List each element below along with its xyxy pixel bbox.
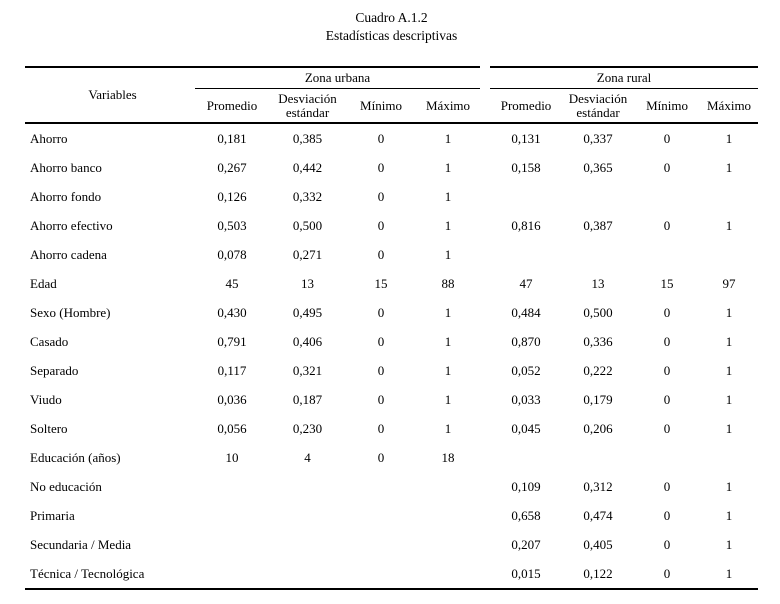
table-body	[25, 123, 758, 589]
table-row	[25, 530, 758, 559]
urban-value-cell: 0	[377, 420, 385, 436]
rural-value-cell	[562, 240, 634, 269]
urban-value-cell: 0,503	[217, 217, 247, 233]
row-gap	[480, 298, 490, 327]
rural-value-cell: 0,312	[583, 478, 613, 494]
urban-value-cell: 88	[441, 275, 455, 291]
urban-value-cell	[269, 501, 346, 530]
rural-value-cell: 0	[663, 478, 671, 494]
table-row	[25, 123, 758, 153]
urban-value-cell: 0	[377, 188, 385, 204]
rural-value-cell: 0,131	[511, 130, 541, 146]
urban-value-cell: 0,385	[292, 130, 323, 146]
urban-value-cell: 1	[444, 420, 452, 436]
row-gap	[480, 443, 490, 472]
urban-value-cell: 0,430	[217, 304, 247, 320]
variable-label: No educación	[30, 478, 102, 494]
rural-value-cell: 0,474	[583, 507, 613, 523]
rural-value-cell: 0,015	[490, 559, 562, 589]
urban-value-cell: 0	[377, 449, 385, 465]
rural-value-cell: 0,500	[583, 304, 613, 320]
rural-value-cell	[700, 443, 758, 472]
rural-value-cell: 1	[725, 420, 733, 436]
row-gap	[480, 414, 490, 443]
rural-value-cell: 0	[663, 420, 671, 436]
rural-value-cell: 0	[663, 507, 671, 523]
urban-value-cell	[269, 559, 346, 589]
table-row	[25, 153, 758, 182]
group-header-row	[25, 67, 758, 89]
table-row	[25, 356, 758, 385]
urban-value-cell: 0	[377, 362, 385, 378]
urban-maximo-header: Máximo	[416, 89, 480, 124]
variables-header: Variables	[25, 67, 195, 123]
rural-value-cell: 0,033	[511, 391, 541, 407]
urban-value-cell: 0,036	[217, 391, 247, 407]
rural-value-cell: 0,337	[583, 130, 613, 146]
rural-value-cell: 1	[725, 130, 733, 146]
urban-value-cell: 0	[377, 217, 385, 233]
table-row	[25, 211, 758, 240]
urban-value-cell: 0	[377, 130, 385, 146]
urban-value-cell: 4	[304, 449, 311, 465]
row-gap	[480, 559, 490, 589]
rural-value-cell: 0,365	[583, 159, 613, 175]
urban-value-cell: 0,181	[217, 130, 247, 146]
rural-value-cell: 0,206	[583, 420, 613, 436]
row-gap	[480, 240, 490, 269]
rural-value-cell: 47	[519, 275, 533, 291]
urban-value-cell	[195, 530, 269, 559]
urban-value-cell: 0,791	[217, 333, 247, 349]
table-row	[25, 501, 758, 530]
urban-value-cell: 1	[444, 188, 452, 204]
urban-value-cell: 1	[444, 217, 452, 233]
variable-label: Ahorro banco	[30, 159, 102, 175]
urban-value-cell: 0,500	[292, 217, 323, 233]
group-gap	[480, 67, 490, 89]
rural-value-cell: 1	[725, 507, 733, 523]
urban-value-cell: 1	[444, 130, 452, 146]
rural-value-cell: 0	[663, 536, 671, 552]
urban-value-cell: 18	[441, 449, 455, 465]
rural-value-cell: 97	[722, 275, 736, 291]
urban-value-cell	[195, 559, 269, 589]
variable-label: Secundaria / Media	[30, 536, 132, 552]
urban-value-cell	[346, 501, 416, 530]
urban-value-cell	[269, 472, 346, 501]
row-gap	[480, 153, 490, 182]
row-gap	[480, 472, 490, 501]
rural-value-cell: 15	[660, 275, 674, 291]
rural-value-cell	[634, 443, 700, 472]
urban-value-cell: 10	[225, 449, 239, 465]
urban-value-cell	[416, 559, 480, 589]
rural-value-cell: 0,405	[583, 536, 613, 552]
variable-label: Primaria	[30, 507, 75, 523]
rural-value-cell: 0,207	[511, 536, 541, 552]
urban-value-cell: 0,126	[217, 188, 247, 204]
rural-value-cell: 0,179	[583, 391, 613, 407]
urban-value-cell: 0,406	[292, 333, 323, 349]
variable-label: Separado	[30, 362, 79, 378]
rural-value-cell: 0,052	[511, 362, 541, 378]
variable-label: Educación (años)	[30, 449, 121, 465]
descriptive-statistics-table	[25, 66, 758, 590]
table-row	[25, 182, 758, 211]
stat-header-gap	[480, 89, 490, 124]
urban-value-cell: 0,230	[292, 420, 323, 436]
urban-value-cell: 1	[444, 333, 452, 349]
rural-value-cell	[490, 443, 562, 472]
urban-value-cell	[269, 530, 346, 559]
urban-value-cell: 0,271	[292, 246, 323, 262]
urban-value-cell: 0	[377, 246, 385, 262]
variable-label: Ahorro fondo	[30, 188, 102, 204]
urban-desviacion-header: Desviación estándar	[269, 89, 346, 124]
row-gap	[480, 269, 490, 298]
variable-label: Ahorro efectivo	[30, 217, 113, 233]
urban-value-cell: 0,442	[292, 159, 323, 175]
rural-value-cell: 0	[663, 130, 671, 146]
variable-label: Casado	[30, 333, 69, 349]
variable-label: Ahorro	[30, 130, 68, 146]
row-gap	[480, 182, 490, 211]
rural-value-cell: 1	[725, 333, 733, 349]
urban-promedio-header: Promedio	[195, 89, 269, 124]
rural-value-cell: 1	[725, 159, 733, 175]
caption-line1: Cuadro A.1.2	[355, 10, 428, 25]
caption-line2: Estadísticas descriptivas	[325, 28, 458, 43]
variable-label: Sexo (Hombre)	[30, 304, 111, 320]
table-caption	[25, 9, 758, 45]
urban-value-cell	[416, 530, 480, 559]
rural-value-cell	[700, 240, 758, 269]
rural-value-cell	[700, 182, 758, 211]
row-gap	[480, 385, 490, 414]
rural-value-cell	[490, 182, 562, 211]
rural-value-cell: 0,870	[511, 333, 541, 349]
urban-value-cell: 0	[377, 333, 385, 349]
rural-value-cell: 0,122	[562, 559, 634, 589]
row-gap	[480, 530, 490, 559]
row-gap	[480, 356, 490, 385]
variable-label: Técnica / Tecnológica	[25, 559, 195, 589]
urban-value-cell: 45	[225, 275, 239, 291]
rural-value-cell: 0,045	[511, 420, 541, 436]
rural-value-cell	[562, 443, 634, 472]
row-gap	[480, 501, 490, 530]
urban-value-cell: 15	[374, 275, 388, 291]
rural-value-cell: 1	[725, 362, 733, 378]
rural-desviacion-header: Desviación estándar	[562, 89, 634, 124]
urban-value-cell: 0,117	[217, 362, 247, 378]
urban-minimo-header: Mínimo	[346, 89, 416, 124]
urban-value-cell: 0,078	[217, 246, 247, 262]
urban-value-cell: 0,495	[292, 304, 323, 320]
urban-value-cell	[416, 501, 480, 530]
row-gap	[480, 327, 490, 356]
urban-value-cell: 0,056	[217, 420, 247, 436]
rural-value-cell: 0	[634, 559, 700, 589]
urban-value-cell: 0	[377, 159, 385, 175]
row-gap	[480, 123, 490, 153]
table-row	[25, 240, 758, 269]
urban-value-cell: 1	[444, 362, 452, 378]
urban-value-cell: 13	[301, 275, 314, 291]
urban-value-cell: 1	[444, 391, 452, 407]
row-gap	[480, 211, 490, 240]
urban-value-cell	[346, 530, 416, 559]
rural-value-cell	[490, 240, 562, 269]
table-row	[25, 559, 758, 589]
urban-value-cell: 0,321	[292, 362, 323, 378]
rural-value-cell: 1	[725, 391, 733, 407]
rural-value-cell: 0,658	[511, 507, 541, 523]
urban-value-cell: 0	[377, 304, 385, 320]
urban-value-cell: 0	[377, 391, 385, 407]
urban-value-cell	[346, 559, 416, 589]
rural-value-cell: 13	[591, 275, 605, 291]
rural-value-cell: 0,484	[511, 304, 541, 320]
urban-value-cell	[346, 472, 416, 501]
urban-value-cell: 0,187	[292, 391, 323, 407]
urban-value-cell	[195, 472, 269, 501]
table-row	[25, 298, 758, 327]
table-row	[25, 327, 758, 356]
table-row	[25, 443, 758, 472]
rural-value-cell: 1	[725, 217, 733, 233]
rural-promedio-header: Promedio	[490, 89, 562, 124]
rural-value-cell: 0	[663, 391, 671, 407]
zona-urbana-header: Zona urbana	[195, 67, 480, 89]
variable-label: Ahorro cadena	[30, 246, 107, 262]
variable-label: Soltero	[30, 420, 68, 436]
rural-value-cell: 0,816	[511, 217, 541, 233]
urban-value-cell: 0,267	[217, 159, 247, 175]
rural-value-cell	[634, 240, 700, 269]
zona-rural-header: Zona rural	[490, 67, 758, 89]
rural-value-cell: 0,336	[583, 333, 613, 349]
rural-maximo-header: Máximo	[700, 89, 758, 124]
table-row	[25, 385, 758, 414]
urban-value-cell	[416, 472, 480, 501]
urban-value-cell: 1	[444, 159, 452, 175]
variable-label: Edad	[30, 275, 57, 291]
urban-value-cell: 1	[444, 304, 452, 320]
rural-value-cell: 1	[725, 536, 733, 552]
rural-value-cell: 1	[725, 304, 733, 320]
rural-minimo-header: Mínimo	[634, 89, 700, 124]
table-row	[25, 472, 758, 501]
rural-value-cell: 0	[663, 217, 671, 233]
rural-value-cell	[562, 182, 634, 211]
rural-value-cell: 0,387	[583, 217, 613, 233]
rural-value-cell: 0,222	[583, 362, 613, 378]
rural-value-cell: 1	[725, 478, 733, 494]
rural-value-cell: 0	[663, 362, 671, 378]
rural-value-cell: 0	[663, 304, 671, 320]
table-row	[25, 269, 758, 298]
variable-label: Viudo	[30, 391, 62, 407]
urban-value-cell	[195, 501, 269, 530]
rural-value-cell: 0,109	[511, 478, 541, 494]
rural-value-cell: 0,158	[511, 159, 541, 175]
table-row	[25, 414, 758, 443]
urban-value-cell: 0,332	[292, 188, 323, 204]
rural-value-cell: 0	[663, 159, 671, 175]
rural-value-cell	[634, 182, 700, 211]
rural-value-cell: 1	[700, 559, 758, 589]
urban-value-cell: 1	[444, 246, 452, 262]
rural-value-cell: 0	[663, 333, 671, 349]
